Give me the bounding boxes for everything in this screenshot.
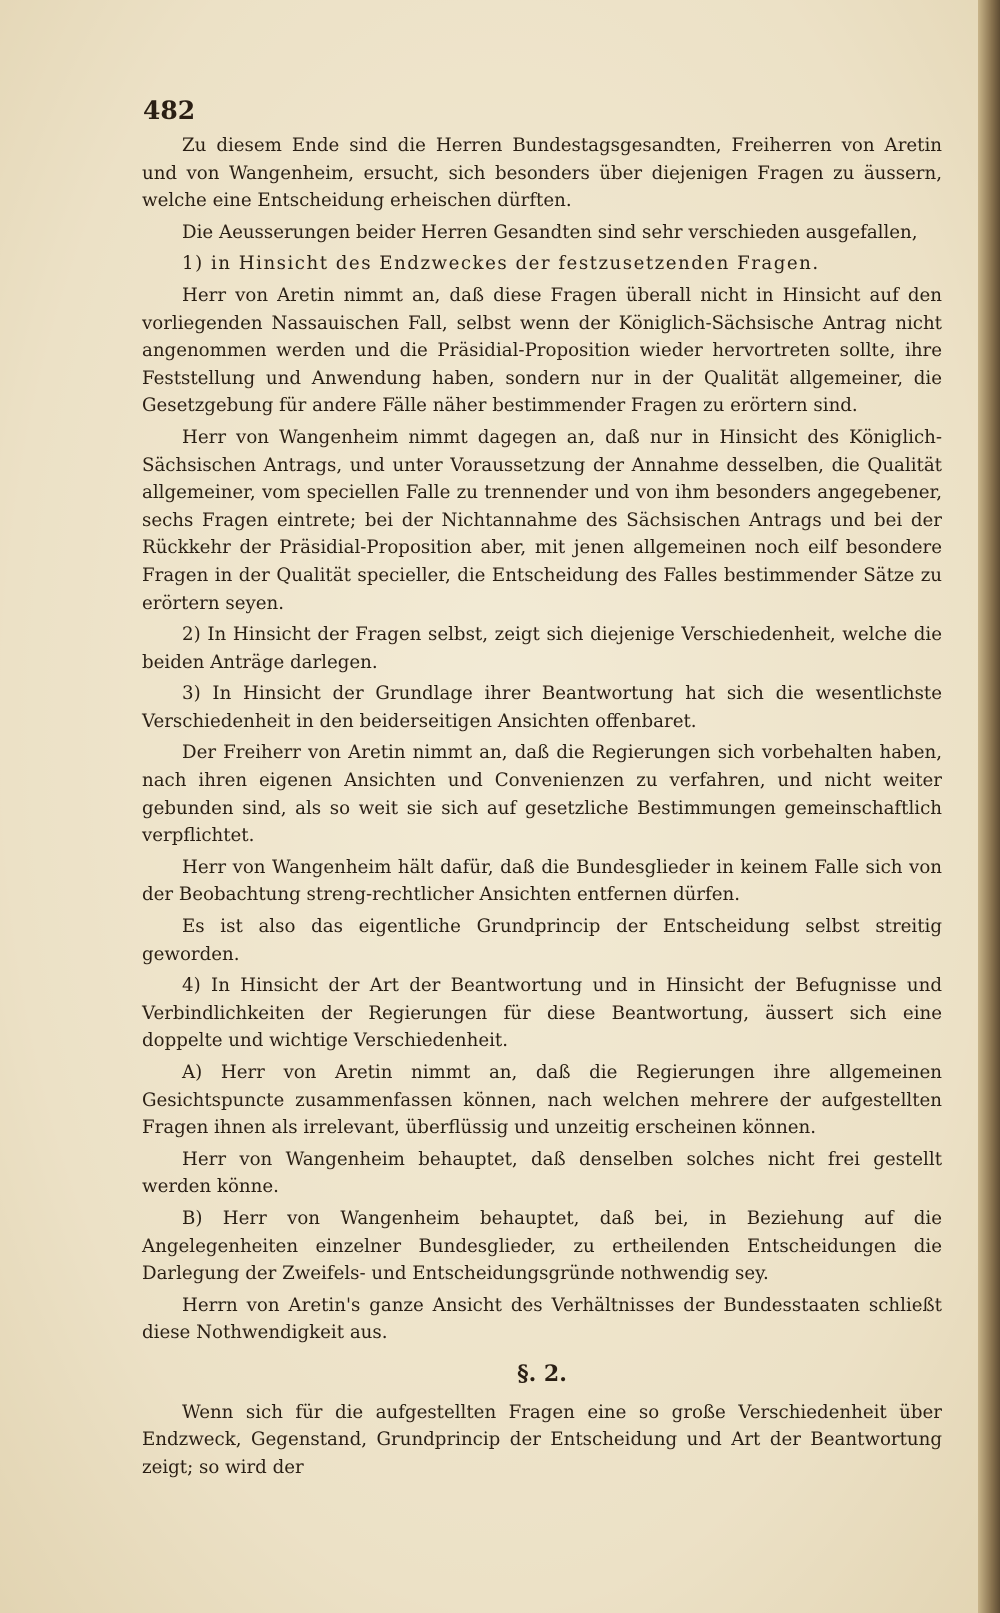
paragraph-13: Herr von Wangenheim behauptet, daß denselben solches nicht frei gestellt werden könne. [142,1148,942,1198]
paragraph-1: Zu diesem Ende sind die Herren Bundestagsgesandten, Freiherren von Aretin und von Wangenheim, ersucht, sich besonders über diejenigen Fragen zu äussern, welche eine Entscheidung erheischen dürften. [142,135,942,212]
paragraph-4: Herr von Aretin nimmt an, daß diese Fragen überall nicht in Hinsicht auf den vorliegenden Nassauischen Fall, selbst wenn der Königlich-Sächsische Antrag nicht angenommen werden und die Präsidial-Proposition wieder hervortreten sollte, ihre Feststellung und Anwendung haben, sondern nur in der Qualität allgemeiner, die Gesetzgebung für andere Fälle näher bestimmender Fragen zu erörtern sind. [142,284,942,417]
paragraph-6-point-2: 2) In Hinsicht der Fragen selbst, zeigt sich diejenige Verschiedenheit, welche die beiden Anträge darlegen. [142,624,942,673]
paragraph-14-point-b: B) Herr von Wangenheim behauptet, daß bei, in Beziehung auf die Angelegenheiten einzelner Bundesglieder, zu ertheilenden Entscheidungen die Darlegung der Zweifels- und Entscheidungsgründe nothwendig sey. [142,1207,942,1285]
paragraph-3-point-1: 1) in Hinsicht des Endzweckes der festzusetzenden Fragen. [182,253,820,275]
page-edge-shadow [978,0,1000,1613]
paragraph-10: Es ist also das eigentliche Grundprincip der Entscheidung selbst streitig geworden. [142,916,942,965]
paragraph-2: Die Aeusserungen beider Herren Gesandten sind sehr verschieden ausgefallen, [182,221,918,243]
paragraph-7-point-3: 3) In Hinsicht der Grundlage ihrer Beantwortung hat sich die wesentlichste Verschiedenheit in den beiderseitigen Ansichten offenbaret. [142,683,942,732]
paragraph-15: Herrn von Aretin's ganze Ansicht des Verhältnisses der Bundesstaaten schließt diese Nothwendigkeit aus. [142,1294,942,1344]
paragraph-8: Der Freiherr von Aretin nimmt an, daß die Regierungen sich vorbehalten haben, nach ihren eigenen Ansichten und Convenienzen zu verfahren, und nicht weiter gebunden sind, als so weit sie sich auf gesetzliche Bestimmungen gemeinschaftlich verpflichtet. [142,742,942,847]
paragraph-9: Herr von Wangenheim hält dafür, daß die Bundesglieder in keinem Falle sich von der Beobachtung streng-rechtlicher Ansichten entfernen dürfen. [142,856,942,906]
final-paragraph: Wenn sich für die aufgestellten Fragen eine so große Verschiedenheit über Endzweck, Gegenstand, Grundprincip der Entscheidung und Art der Beantwortung zeigt; so wird der [142,1401,942,1478]
page-number: 482 [143,96,196,125]
paragraph-11-point-4: 4) In Hinsicht der Art der Beantwortung und in Hinsicht der Befugnisse und Verbindlichkeiten der Regierungen für diese Beantwortung, äussert sich eine doppelte und wichtige Verschiedenheit. [142,975,942,1052]
section-heading: §. 2. [517,1360,567,1387]
body-text [142,132,942,1485]
paragraph-5: Herr von Wangenheim nimmt dagegen an, daß nur in Hinsicht des Königlich-Sächsischen Antrags, und unter Voraussetzung der Annahme desselben, die Qualität allgemeiner, vom speciellen Falle zu trennender und von ihm besonders angegebener, sechs Fragen eintrete; bei der Nichtannahme des Sächsischen Antrags und bei der Rückkehr der Präsidial-Proposition aber, mit jenen allgemeinen noch eilf besondere Fragen in der Qualität specieller, die Entscheidung des Falles bestimmender Sätze zu erörtern seyen. [142,426,942,614]
paragraph-12-point-a: A) Herr von Aretin nimmt an, daß die Regierungen ihre allgemeinen Gesichtspuncte zusammenfassen können, nach welchen mehrere der aufgestellten Fragen ihnen als irrelevant, überflüssig und unzeitig erscheinen können. [142,1062,942,1139]
